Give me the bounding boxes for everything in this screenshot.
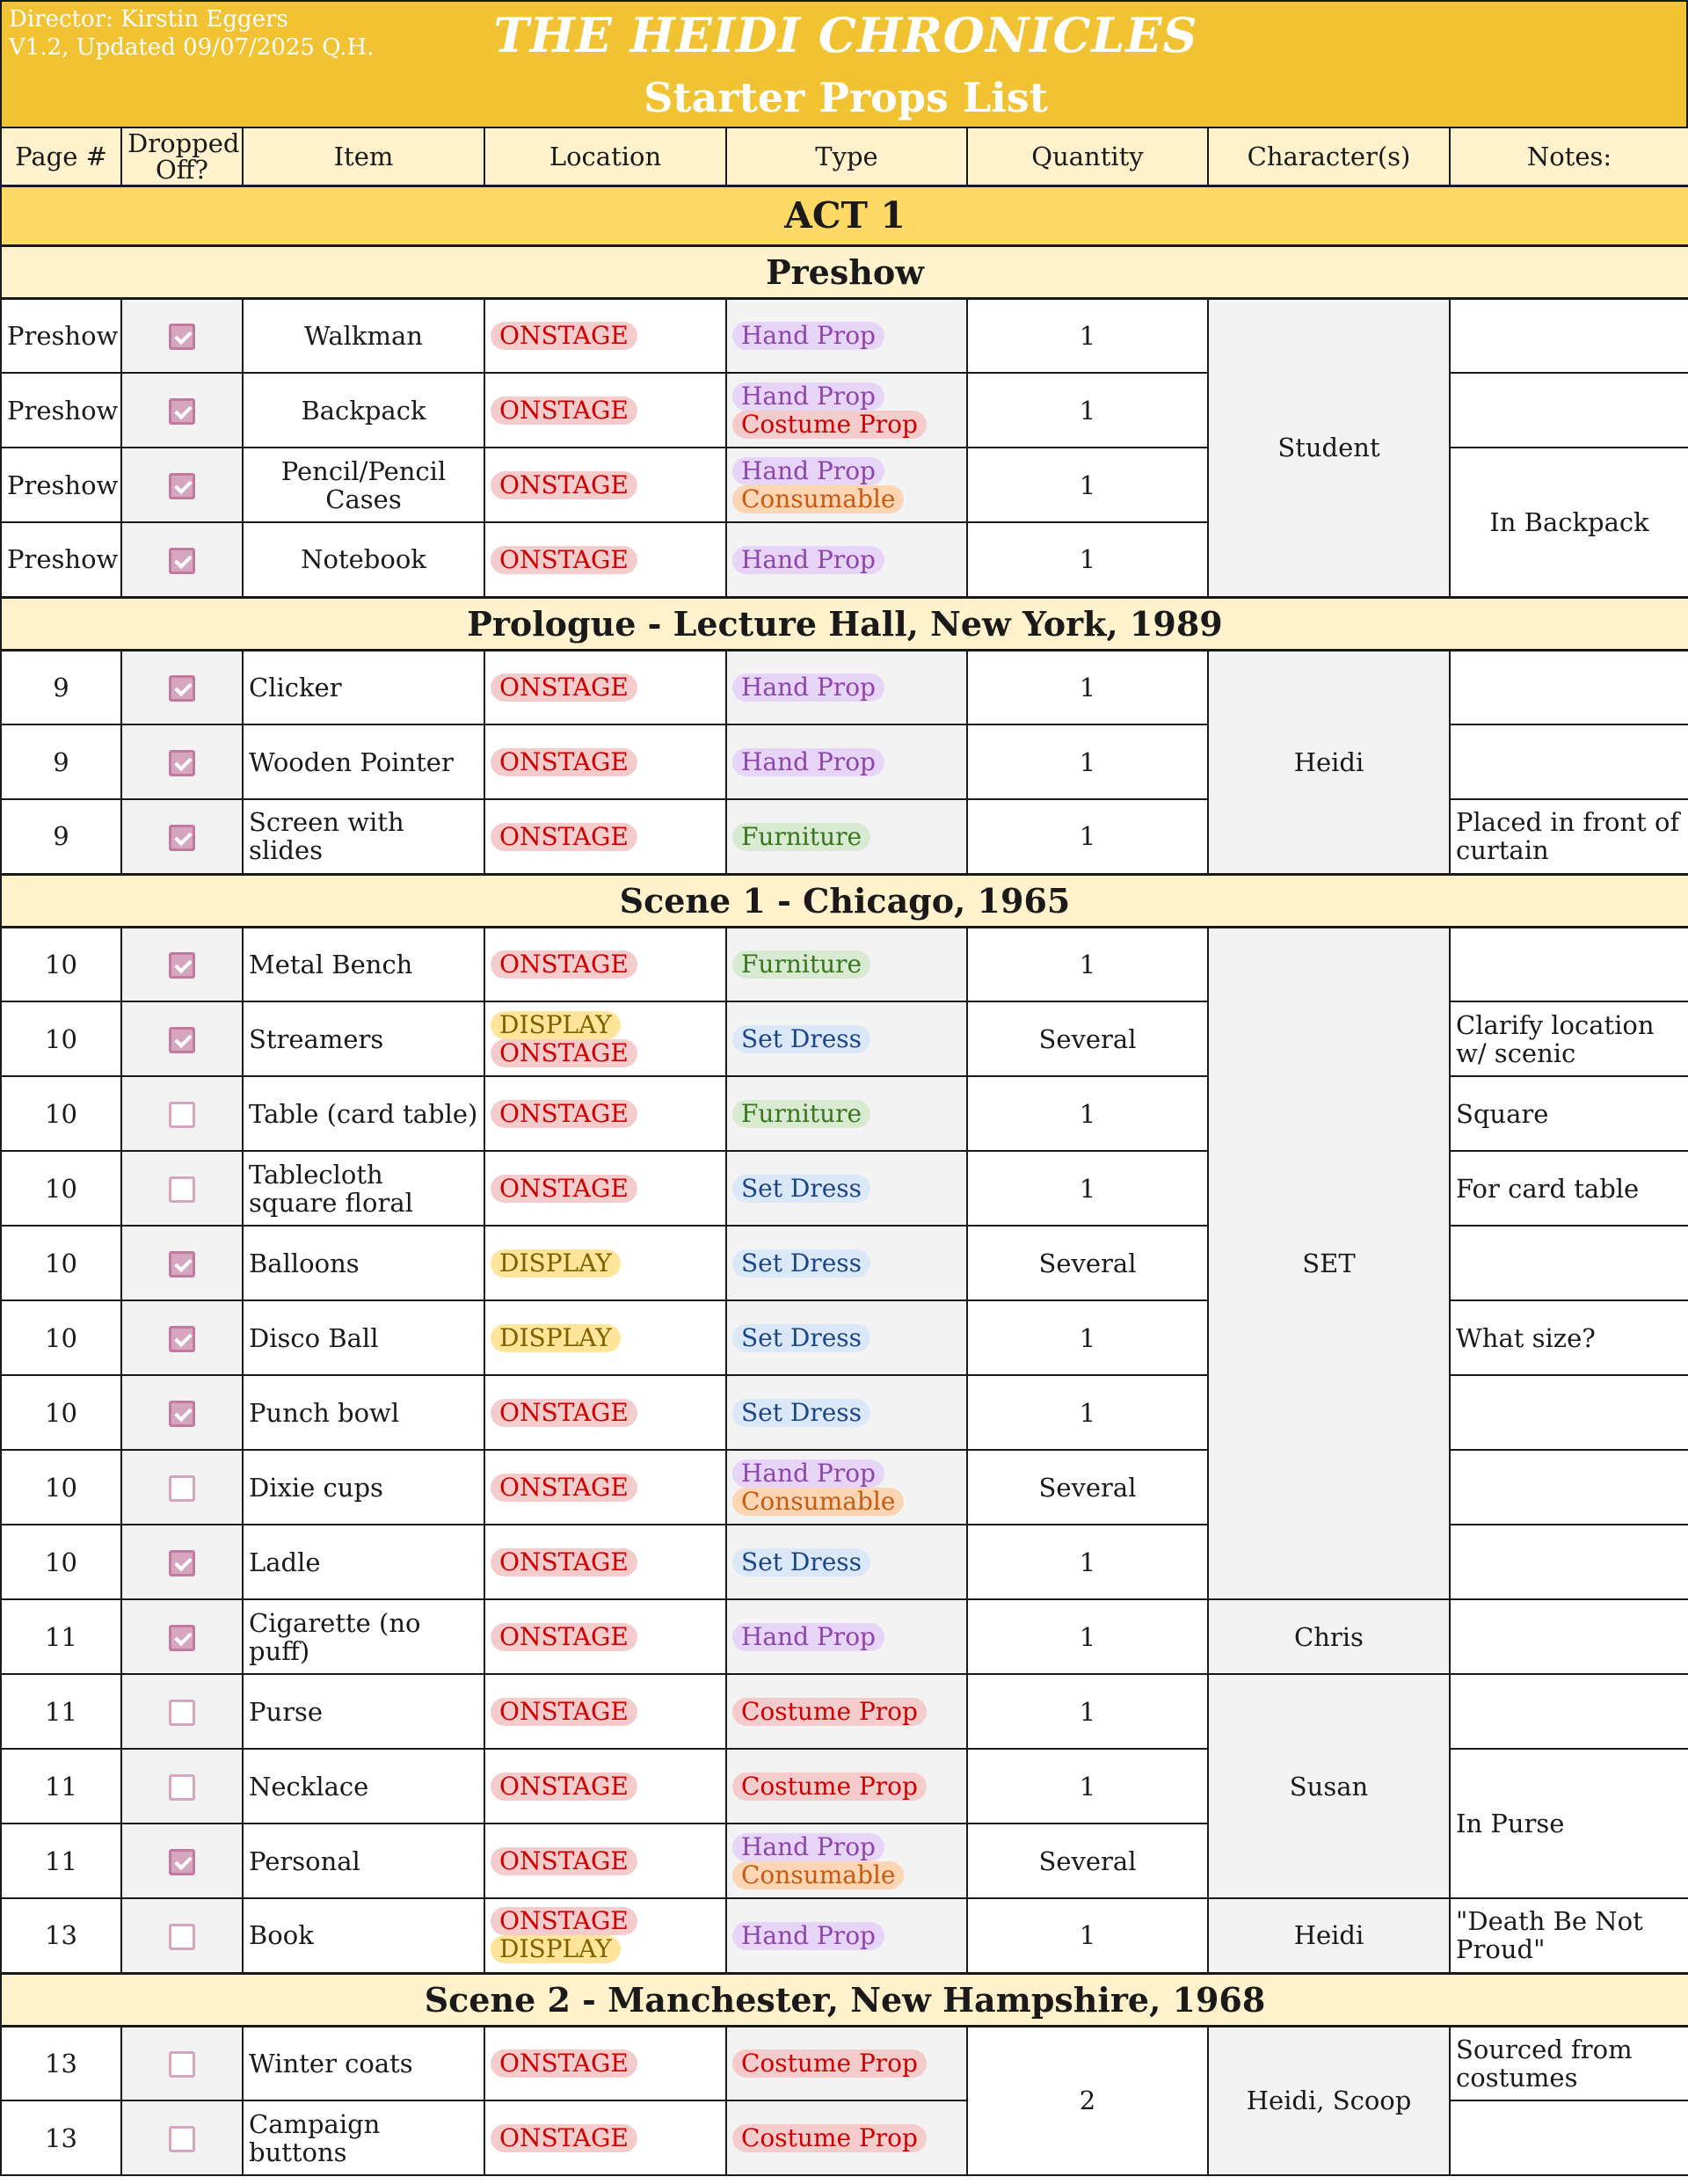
page-cell[interactable]: 10 (1, 1525, 121, 1599)
item-cell[interactable]: Streamers (243, 1001, 484, 1076)
dropped-cell[interactable] (121, 1525, 243, 1599)
scene-heading-scene2: Scene 2 - Manchester, New Hampshire, 1968 (1, 1973, 1688, 2026)
page-cell[interactable]: 9 (1, 650, 121, 724)
type-cell[interactable] (726, 1898, 967, 1973)
dropped-checkbox[interactable] (169, 1849, 195, 1875)
character-cell[interactable]: Heidi (1208, 1898, 1450, 1973)
col-page[interactable]: Page # (1, 127, 121, 186)
col-type[interactable]: Type (726, 127, 967, 186)
location-cell[interactable] (484, 1076, 726, 1151)
location-chip[interactable]: ONSTAGE (491, 823, 637, 851)
item-cell[interactable]: Wooden Pointer (243, 724, 484, 799)
quantity-cell[interactable]: 1 (967, 1674, 1208, 1749)
location-cell[interactable] (484, 298, 726, 373)
dropped-cell[interactable] (121, 373, 243, 448)
location-chip[interactable]: ONSTAGE (491, 546, 637, 574)
character-cell[interactable]: SET (1208, 927, 1450, 1599)
type-chip[interactable]: Hand Prop (732, 748, 884, 776)
dropped-cell[interactable] (121, 1001, 243, 1076)
location-chip[interactable]: ONSTAGE (491, 1907, 637, 1935)
dropped-checkbox[interactable] (169, 1700, 195, 1726)
type-cell[interactable] (726, 373, 967, 448)
location-cell[interactable] (484, 1300, 726, 1375)
location-cell[interactable] (484, 2100, 726, 2175)
type-cell[interactable] (726, 1151, 967, 1226)
page-cell[interactable]: 10 (1, 1300, 121, 1375)
column-header-row (1, 127, 1688, 186)
page-cell[interactable]: 10 (1, 927, 121, 1001)
col-notes[interactable]: Notes: (1450, 127, 1688, 186)
item-cell[interactable]: Metal Bench (243, 927, 484, 1001)
dropped-cell[interactable] (121, 1599, 243, 1674)
quantity-cell[interactable]: 1 (967, 650, 1208, 724)
dropped-cell[interactable] (121, 799, 243, 874)
page-cell[interactable]: 11 (1, 1599, 121, 1674)
quantity-cell[interactable]: 1 (967, 1375, 1208, 1450)
type-chip[interactable]: Hand Prop (732, 546, 884, 574)
quantity-cell[interactable]: 1 (967, 799, 1208, 874)
page-cell[interactable]: 11 (1, 1824, 121, 1898)
scene-heading-prologue: Prologue - Lecture Hall, New York, 1989 (1, 597, 1688, 650)
notes-cell[interactable]: "Death Be Not Proud" (1450, 1898, 1688, 1973)
location-chip[interactable]: ONSTAGE (491, 748, 637, 776)
location-chip[interactable]: DISPLAY (491, 1249, 621, 1278)
table-row (1, 1674, 1688, 1749)
dropped-checkbox[interactable] (169, 1924, 195, 1950)
notes-cell[interactable] (1450, 2100, 1688, 2175)
type-chip-stack (732, 457, 961, 513)
type-cell[interactable] (726, 2026, 967, 2100)
type-cell[interactable] (726, 1450, 967, 1525)
item-cell[interactable]: Walkman (243, 298, 484, 373)
type-cell[interactable] (726, 927, 967, 1001)
quantity-cell[interactable]: 1 (967, 1076, 1208, 1151)
item-cell[interactable]: Backpack (243, 373, 484, 448)
item-cell[interactable]: Necklace (243, 1749, 484, 1824)
type-chip[interactable]: Set Dress (732, 1399, 870, 1427)
type-chip-stack (732, 1460, 961, 1516)
location-chip[interactable]: ONSTAGE (491, 1175, 637, 1203)
location-chip[interactable]: DISPLAY (491, 1011, 621, 1039)
table-row (1, 298, 1688, 373)
dropped-cell[interactable] (121, 1898, 243, 1973)
dropped-checkbox[interactable] (169, 750, 195, 776)
quantity-cell[interactable]: Several (967, 1824, 1208, 1898)
quantity-cell[interactable]: 1 (967, 1749, 1208, 1824)
item-cell[interactable]: Screen with slides (243, 799, 484, 874)
dropped-cell[interactable] (121, 1674, 243, 1749)
notes-cell[interactable] (1450, 724, 1688, 799)
type-cell[interactable] (726, 1824, 967, 1898)
notes-cell[interactable] (1450, 298, 1688, 373)
type-chip[interactable]: Furniture (732, 1100, 870, 1128)
type-cell[interactable] (726, 1226, 967, 1300)
item-cell[interactable]: Book (243, 1898, 484, 1973)
quantity-cell[interactable]: 1 (967, 1151, 1208, 1226)
item-cell[interactable]: Tablecloth square floral (243, 1151, 484, 1226)
quantity-cell[interactable]: 2 (967, 2026, 1208, 2175)
location-cell[interactable] (484, 1824, 726, 1898)
type-chip[interactable]: Set Dress (732, 1249, 870, 1278)
type-cell[interactable] (726, 1001, 967, 1076)
location-chip-stack (491, 1011, 720, 1067)
col-item[interactable]: Item (243, 127, 484, 186)
type-cell[interactable] (726, 448, 967, 522)
type-chip[interactable]: Costume Prop (732, 411, 927, 439)
page-cell[interactable]: 11 (1, 1674, 121, 1749)
table-row (1, 1898, 1688, 1973)
notes-cell[interactable] (1450, 650, 1688, 724)
scene-row (1, 874, 1688, 927)
col-dropped[interactable] (121, 127, 243, 186)
location-chip[interactable]: ONSTAGE (491, 1474, 637, 1502)
dropped-checkbox[interactable] (169, 825, 195, 851)
quantity-cell[interactable]: 1 (967, 1300, 1208, 1375)
location-chip[interactable]: ONSTAGE (491, 1847, 637, 1875)
notes-cell[interactable]: In Backpack (1450, 448, 1688, 597)
col-characters[interactable]: Character(s) (1208, 127, 1450, 186)
location-cell[interactable] (484, 927, 726, 1001)
location-cell[interactable] (484, 1749, 726, 1824)
dropped-cell[interactable] (121, 2100, 243, 2175)
type-chip[interactable]: Hand Prop (732, 1623, 884, 1651)
title-bar (0, 0, 1688, 127)
quantity-cell[interactable]: 1 (967, 1898, 1208, 1973)
location-chip[interactable]: ONSTAGE (491, 1100, 637, 1128)
character-cell[interactable]: Heidi (1208, 650, 1450, 874)
scene-row (1, 1973, 1688, 2026)
props-table (0, 127, 1688, 2176)
location-chip-stack (491, 1907, 720, 1963)
notes-cell[interactable] (1450, 1599, 1688, 1674)
type-cell[interactable] (726, 298, 967, 373)
type-chip[interactable]: Set Dress (732, 1548, 870, 1576)
item-cell[interactable]: Campaign buttons (243, 2100, 484, 2175)
page-title: THE HEIDI CHRONICLES (493, 7, 1198, 63)
page-cell[interactable]: 10 (1, 1450, 121, 1525)
type-chip[interactable]: Hand Prop (732, 1460, 884, 1488)
quantity-cell[interactable]: 1 (967, 298, 1208, 373)
type-cell[interactable] (726, 522, 967, 597)
quantity-cell[interactable]: 1 (967, 448, 1208, 522)
type-cell[interactable] (726, 724, 967, 799)
location-chip[interactable]: ONSTAGE (491, 322, 637, 350)
dropped-checkbox[interactable] (169, 1625, 195, 1651)
dropped-checkbox[interactable] (169, 1401, 195, 1427)
page-cell[interactable]: 9 (1, 799, 121, 874)
notes-cell[interactable]: Sourced from costumes (1450, 2026, 1688, 2100)
scene-row (1, 245, 1688, 298)
dropped-checkbox[interactable] (169, 1176, 195, 1203)
notes-cell[interactable] (1450, 1450, 1688, 1525)
notes-cell[interactable]: Placed in front of curtain (1450, 799, 1688, 874)
dropped-cell[interactable] (121, 724, 243, 799)
location-cell[interactable] (484, 650, 726, 724)
quantity-cell[interactable]: Several (967, 1001, 1208, 1076)
type-chip[interactable]: Furniture (732, 823, 870, 851)
location-chip[interactable]: DISPLAY (491, 1935, 621, 1963)
type-chip[interactable]: Consumable (732, 1861, 904, 1889)
type-cell[interactable] (726, 1300, 967, 1375)
type-chip[interactable]: Set Dress (732, 1175, 870, 1203)
location-chip[interactable]: ONSTAGE (491, 2124, 637, 2152)
dropped-cell[interactable] (121, 927, 243, 1001)
type-chip[interactable]: Hand Prop (732, 673, 884, 702)
dropped-checkbox[interactable] (169, 548, 195, 574)
location-cell[interactable] (484, 1450, 726, 1525)
type-chip[interactable]: Consumable (732, 485, 904, 513)
type-cell[interactable] (726, 650, 967, 724)
type-chip[interactable]: Hand Prop (732, 382, 884, 411)
page-cell[interactable]: 11 (1, 1749, 121, 1824)
page-subtitle: Starter Props List (644, 74, 1048, 121)
col-dropped-line1: Dropped (127, 127, 240, 158)
dropped-cell[interactable] (121, 1749, 243, 1824)
dropped-checkbox[interactable] (169, 2126, 195, 2152)
location-chip[interactable]: ONSTAGE (491, 1698, 637, 1726)
notes-cell[interactable]: Clarify location w/ scenic (1450, 1001, 1688, 1076)
notes-cell[interactable]: Square (1450, 1076, 1688, 1151)
character-cell[interactable]: Chris (1208, 1599, 1450, 1674)
dropped-cell[interactable] (121, 448, 243, 522)
col-location[interactable]: Location (484, 127, 726, 186)
page-cell[interactable]: 10 (1, 1001, 121, 1076)
location-chip[interactable]: DISPLAY (491, 1324, 621, 1352)
notes-cell[interactable]: For card table (1450, 1151, 1688, 1226)
notes-cell[interactable] (1450, 1226, 1688, 1300)
location-cell[interactable] (484, 1226, 726, 1300)
location-cell[interactable] (484, 1375, 726, 1450)
type-chip[interactable]: Costume Prop (732, 2124, 927, 2152)
item-cell[interactable]: Ladle (243, 1525, 484, 1599)
item-cell[interactable]: Pencil/Pencil Cases (243, 448, 484, 522)
dropped-checkbox[interactable] (169, 1475, 195, 1502)
item-cell[interactable]: Punch bowl (243, 1375, 484, 1450)
type-cell[interactable] (726, 1749, 967, 1824)
dropped-cell[interactable] (121, 650, 243, 724)
notes-cell[interactable] (1450, 373, 1688, 448)
type-chip[interactable]: Hand Prop (732, 457, 884, 485)
location-cell[interactable] (484, 522, 726, 597)
scene-heading-scene1: Scene 1 - Chicago, 1965 (1, 874, 1688, 927)
dropped-checkbox[interactable] (169, 324, 195, 350)
type-chip[interactable]: Hand Prop (732, 322, 884, 350)
location-cell[interactable] (484, 1001, 726, 1076)
location-cell[interactable] (484, 1674, 726, 1749)
item-cell[interactable]: Dixie cups (243, 1450, 484, 1525)
location-chip[interactable]: ONSTAGE (491, 1548, 637, 1576)
dropped-cell[interactable] (121, 1226, 243, 1300)
dropped-checkbox[interactable] (169, 398, 195, 425)
location-cell[interactable] (484, 1898, 726, 1973)
location-chip[interactable]: ONSTAGE (491, 471, 637, 499)
location-cell[interactable] (484, 1151, 726, 1226)
type-cell[interactable] (726, 799, 967, 874)
type-chip[interactable]: Set Dress (732, 1025, 870, 1053)
dropped-checkbox[interactable] (169, 473, 195, 499)
table-row (1, 1599, 1688, 1674)
item-cell[interactable]: Balloons (243, 1226, 484, 1300)
character-cell[interactable]: Susan (1208, 1674, 1450, 1898)
dropped-checkbox[interactable] (169, 1550, 195, 1576)
dropped-cell[interactable] (121, 1076, 243, 1151)
act-heading: ACT 1 (1, 186, 1688, 245)
location-chip[interactable]: ONSTAGE (491, 1399, 637, 1427)
quantity-cell[interactable]: 1 (967, 373, 1208, 448)
item-cell[interactable]: Cigarette (no puff) (243, 1599, 484, 1674)
type-cell[interactable] (726, 1599, 967, 1674)
type-chip[interactable]: Costume Prop (732, 2049, 927, 2078)
location-chip[interactable]: ONSTAGE (491, 2049, 637, 2078)
location-cell[interactable] (484, 448, 726, 522)
type-chip-stack (732, 1833, 961, 1889)
page-cell[interactable]: Preshow (1, 522, 121, 597)
character-cell[interactable]: Student (1208, 298, 1450, 597)
quantity-cell[interactable]: 1 (967, 522, 1208, 597)
table-row (1, 927, 1688, 1001)
quantity-cell[interactable]: 1 (967, 1525, 1208, 1599)
col-dropped-line2: Off? (156, 154, 208, 185)
type-chip[interactable]: Set Dress (732, 1324, 870, 1352)
notes-cell[interactable] (1450, 1525, 1688, 1599)
page-cell[interactable]: Preshow (1, 448, 121, 522)
location-cell[interactable] (484, 799, 726, 874)
type-cell[interactable] (726, 1525, 967, 1599)
item-cell[interactable]: Personal (243, 1824, 484, 1898)
item-cell[interactable]: Purse (243, 1674, 484, 1749)
page-cell[interactable]: 9 (1, 724, 121, 799)
type-chip[interactable]: Hand Prop (732, 1922, 884, 1950)
type-cell[interactable] (726, 1076, 967, 1151)
table-row (1, 650, 1688, 724)
location-chip[interactable]: ONSTAGE (491, 1773, 637, 1801)
location-chip[interactable]: ONSTAGE (491, 1623, 637, 1651)
dropped-cell[interactable] (121, 298, 243, 373)
dropped-cell[interactable] (121, 1300, 243, 1375)
type-cell[interactable] (726, 1375, 967, 1450)
location-cell[interactable] (484, 724, 726, 799)
location-chip[interactable]: ONSTAGE (491, 397, 637, 425)
location-cell[interactable] (484, 1525, 726, 1599)
page-cell[interactable]: 10 (1, 1375, 121, 1450)
item-cell[interactable]: Clicker (243, 650, 484, 724)
location-cell[interactable] (484, 373, 726, 448)
item-cell[interactable]: Disco Ball (243, 1300, 484, 1375)
dropped-checkbox[interactable] (169, 952, 195, 979)
type-chip[interactable]: Hand Prop (732, 1833, 884, 1861)
dropped-checkbox[interactable] (169, 1774, 195, 1801)
item-cell[interactable]: Notebook (243, 522, 484, 597)
dropped-cell[interactable] (121, 522, 243, 597)
dropped-checkbox[interactable] (169, 1251, 195, 1278)
location-chip[interactable]: ONSTAGE (491, 950, 637, 979)
quantity-cell[interactable]: 1 (967, 724, 1208, 799)
scene-heading-preshow: Preshow (1, 245, 1688, 298)
quantity-cell[interactable]: Several (967, 1450, 1208, 1525)
item-cell[interactable]: Table (card table) (243, 1076, 484, 1151)
type-cell[interactable] (726, 1674, 967, 1749)
location-cell[interactable] (484, 1599, 726, 1674)
quantity-cell[interactable]: 1 (967, 927, 1208, 1001)
type-chip[interactable]: Costume Prop (732, 1698, 927, 1726)
page-cell[interactable]: 10 (1, 1226, 121, 1300)
type-chip[interactable]: Costume Prop (732, 1773, 927, 1801)
notes-cell[interactable] (1450, 1375, 1688, 1450)
location-chip[interactable]: ONSTAGE (491, 1039, 637, 1067)
dropped-checkbox[interactable] (169, 1326, 195, 1352)
scene-row (1, 597, 1688, 650)
dropped-checkbox[interactable] (169, 2051, 195, 2078)
character-cell[interactable]: Heidi, Scoop (1208, 2026, 1450, 2175)
table-row (1, 2026, 1688, 2100)
dropped-cell[interactable] (121, 1824, 243, 1898)
quantity-cell[interactable]: Several (967, 1226, 1208, 1300)
page-cell[interactable]: Preshow (1, 373, 121, 448)
page-cell[interactable]: 13 (1, 2100, 121, 2175)
page-cell[interactable]: 10 (1, 1151, 121, 1226)
col-quantity[interactable]: Quantity (967, 127, 1208, 186)
type-cell[interactable] (726, 2100, 967, 2175)
page-cell[interactable]: Preshow (1, 298, 121, 373)
version-label: V1.2, Updated 09/07/2025 Q.H. (9, 34, 375, 61)
location-cell[interactable] (484, 2026, 726, 2100)
page-cell[interactable]: 10 (1, 1076, 121, 1151)
item-cell[interactable]: Winter coats (243, 2026, 484, 2100)
notes-cell[interactable]: In Purse (1450, 1749, 1688, 1898)
type-chip-stack (732, 382, 961, 439)
dropped-checkbox[interactable] (169, 1027, 195, 1053)
act-row (1, 186, 1688, 245)
page-cell[interactable]: 13 (1, 2026, 121, 2100)
dropped-cell[interactable] (121, 1450, 243, 1525)
type-chip[interactable]: Furniture (732, 950, 870, 979)
dropped-cell[interactable] (121, 1375, 243, 1450)
dropped-checkbox[interactable] (169, 675, 195, 702)
dropped-cell[interactable] (121, 1151, 243, 1226)
page-cell[interactable]: 13 (1, 1898, 121, 1973)
dropped-checkbox[interactable] (169, 1102, 195, 1128)
dropped-cell[interactable] (121, 2026, 243, 2100)
type-chip[interactable]: Consumable (732, 1488, 904, 1516)
location-chip[interactable]: ONSTAGE (491, 673, 637, 702)
director-label: Director: Kirstin Eggers (9, 6, 288, 33)
quantity-cell[interactable]: 1 (967, 1599, 1208, 1674)
notes-cell[interactable] (1450, 927, 1688, 1001)
notes-cell[interactable]: What size? (1450, 1300, 1688, 1375)
notes-cell[interactable] (1450, 1674, 1688, 1749)
